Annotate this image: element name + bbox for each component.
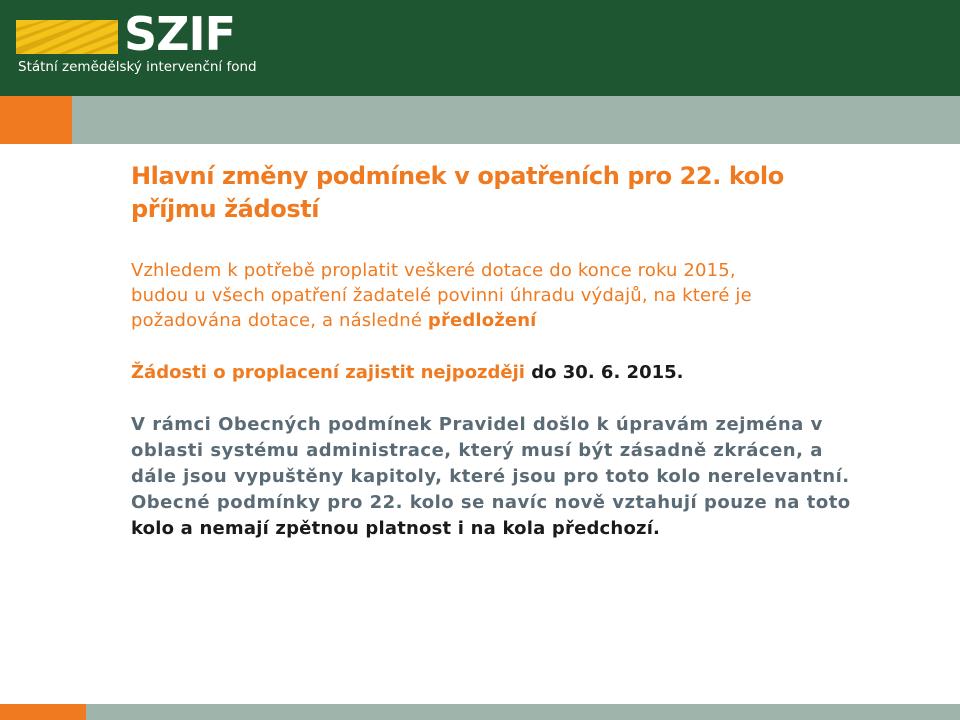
paragraph-line: Vzhledem k potřebě proplatit veškeré dotace do konce roku 2015, <box>131 260 736 281</box>
szif-logo-field-icon <box>16 20 118 54</box>
slide-content <box>131 160 931 542</box>
subheader-bar <box>0 96 960 144</box>
emphasis-text: předložení <box>427 310 537 331</box>
paragraph-deadline <box>131 360 931 385</box>
slide-title-line: Hlavní změny podmínek v opatřeních pro 22. kolo <box>131 162 784 190</box>
paragraph-line: V rámci Obecných podmínek Pravidel došlo k úpravám zejména v <box>131 414 823 435</box>
deadline-date: do 30. 6. 2015. <box>524 362 684 383</box>
paragraph-line: budou u všech opatření žadatelé povinni úhradu výdajů, na které je <box>131 285 752 306</box>
paragraph-line: dále jsou vypuštěny kapitoly, které jsou pro toto kolo nerelevantní. <box>131 466 850 487</box>
paragraph-line: oblasti systému administrace, který musí být zásadně zkrácen, a <box>131 440 823 461</box>
footer-accent <box>0 704 86 720</box>
slide-title <box>131 160 931 226</box>
paragraph-general-conditions <box>131 412 931 542</box>
slide-title-line: příjmu žádostí <box>131 195 320 223</box>
paragraph-line <box>131 308 931 333</box>
subheader-accent <box>0 96 72 144</box>
logo-name: SZIF <box>124 7 236 61</box>
header-bar <box>0 0 960 96</box>
paragraph-line: Obecné podmínky pro 22. kolo se navíc nově vztahují pouze na toto <box>131 492 851 513</box>
deadline-emphasis: Žádosti o proplacení zajistit nejpozději <box>131 362 525 383</box>
logo-subtitle: Státní zemědělský intervenční fond <box>18 59 257 75</box>
paragraph-line: kolo a nemají zpětnou platnost i na kola předchozí. <box>131 518 661 539</box>
paragraph-text: požadována dotace, a následné <box>131 310 428 331</box>
paragraph-deadline-intro <box>131 258 931 333</box>
footer-bar <box>0 704 960 720</box>
